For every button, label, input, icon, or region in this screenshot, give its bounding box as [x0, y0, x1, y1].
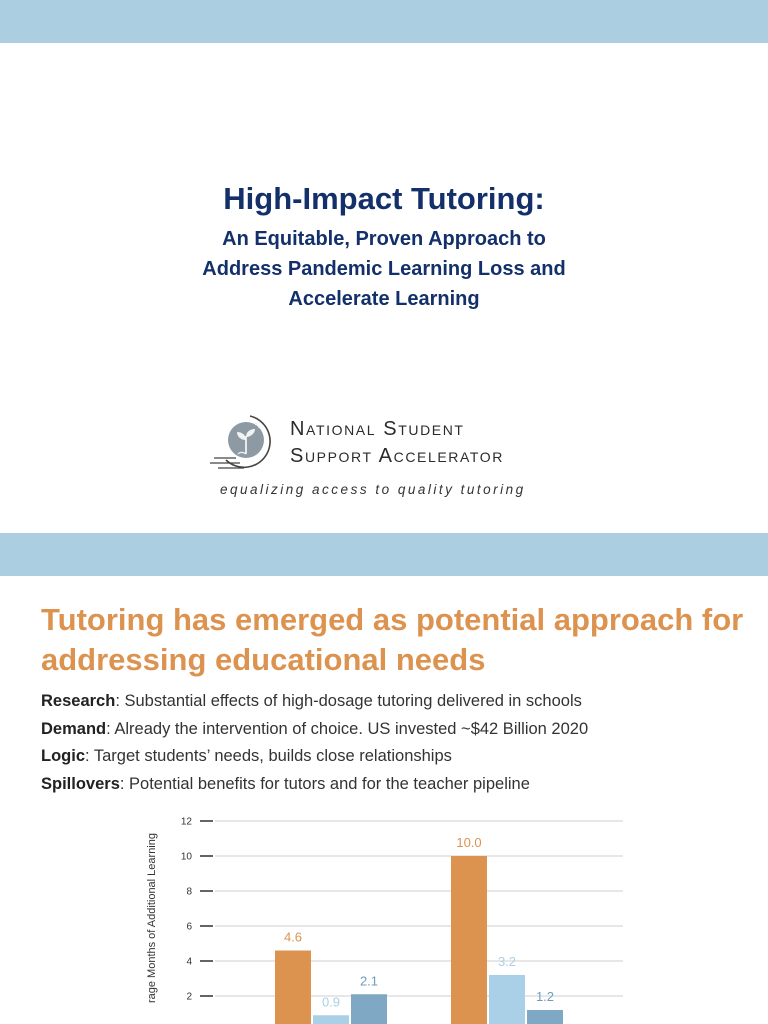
data-label: 2.1 [359, 973, 379, 989]
bars [275, 856, 563, 1024]
logo-name-line: National Student [290, 418, 465, 440]
y-axis-ticks [181, 817, 213, 1003]
bullet-term: Logic [41, 747, 85, 765]
page-title: High-Impact Tutoring: [223, 181, 545, 216]
bar-chart [130, 806, 640, 1024]
logo-name-line: Support Accelerator [290, 445, 505, 467]
bullet-logic [41, 743, 741, 771]
bar [313, 1015, 349, 1024]
top-banner [0, 0, 768, 43]
tick-label: 8 [186, 886, 192, 898]
sprout-circle-icon [210, 410, 282, 474]
bullet-term: Spillovers [41, 774, 120, 793]
bullet-text: : Potential benefits for tutors and for the teacher pipeline [119, 774, 530, 793]
tick-label: 10 [180, 851, 192, 863]
bar [351, 994, 387, 1024]
data-label: 10.0 [456, 835, 482, 850]
bar [527, 1010, 563, 1024]
slide-title: Tutoring has emerged as potential approach for addressing educational needs [41, 602, 744, 677]
data-label: 4.6 [283, 929, 303, 945]
bar [275, 951, 311, 1024]
bullet-text: : Substantial effects of high-dosage tutoring delivered in schools [115, 692, 582, 710]
subtitle-line: Address Pandemic Learning Loss and [202, 258, 566, 280]
bullet-text: : Target students’ needs, builds close relationships [85, 747, 452, 765]
tick-label: 2 [186, 991, 192, 1003]
logo-name [290, 416, 504, 470]
slide-divider-banner [0, 533, 768, 576]
logo-tagline: equalizing access to quality tutoring [220, 482, 526, 497]
bullet-text: : Already the intervention of choice. US invested ~$42 Billion 2020 [106, 719, 589, 738]
tick-label: 6 [186, 921, 192, 933]
subtitle-line: Accelerate Learning [288, 288, 480, 310]
data-label: 0.9 [321, 994, 341, 1010]
data-label: 1.2 [535, 989, 555, 1004]
bar [489, 975, 525, 1024]
title-slide [0, 180, 768, 314]
bullet-list [41, 688, 741, 798]
bullet-demand [41, 716, 741, 744]
data-label: 3.2 [497, 954, 517, 969]
bullet-spillovers [41, 771, 741, 799]
bullet-term: Research [41, 692, 116, 710]
tick-label: 12 [180, 816, 192, 828]
nssa-logo [210, 408, 570, 504]
tick-label: 4 [186, 956, 192, 968]
subtitle-line: An Equitable, Proven Approach to [222, 228, 546, 250]
bullet-term: Demand [41, 719, 107, 738]
y-axis-title: rage Months of Additional Learning [146, 833, 158, 1004]
bar [451, 856, 487, 1024]
subtitle [0, 224, 768, 314]
bullet-research [41, 688, 741, 716]
